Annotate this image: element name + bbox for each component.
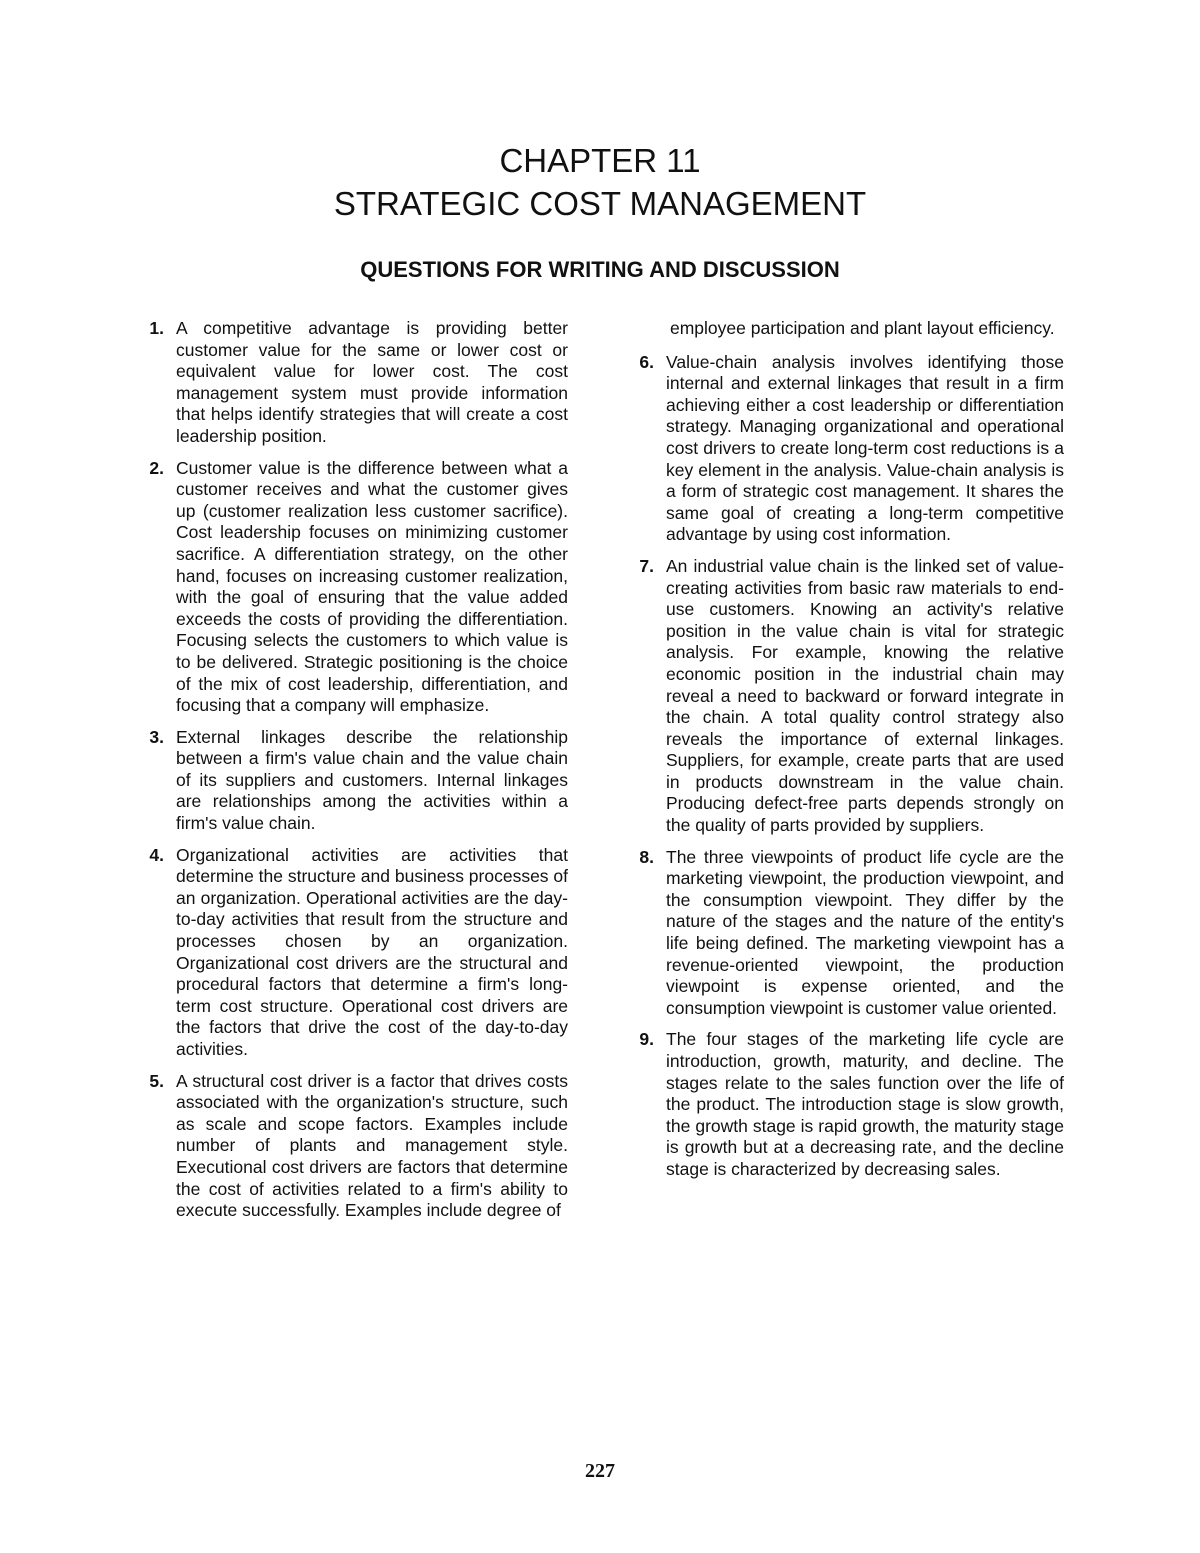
question-answer-2 xyxy=(138,458,568,717)
item-number: 8. xyxy=(639,846,654,867)
question-answer-5 xyxy=(138,1071,568,1222)
question-answer-1 xyxy=(138,318,568,448)
item-text: A competitive advantage is providing better customer value for the same or lower cost or equivalent value for lower cost. The cost management system must provide information that helps identify strategies that will create a cost leadership position. xyxy=(176,318,568,446)
item-number: 9. xyxy=(639,1029,654,1050)
left-column xyxy=(138,318,568,1232)
item-text: External linkages describe the relationship between a firm's value chain and the value chain of its suppliers and customers. Internal linkages are relationships among the activities within a firm's value chain. xyxy=(176,726,568,834)
section-heading: QUESTIONS FOR WRITING AND DISCUSSION xyxy=(360,257,840,282)
item-text: An industrial value chain is the linked set of value-creating activities from basic raw materials to end-use customers. Knowing an activity's relative position in the value chain is vital for strategic analysis. For example, knowing the relative economic position in the industrial chain may reveal a need to backward or forward integrate in the chain. A total quality control strategy also reveals the importance of external linkages. Suppliers, for example, create parts that are used in products downstream in the value chain. Producing defect-free parts depends strongly on the quality of parts provided by suppliers. xyxy=(666,555,1064,836)
item-number: 5. xyxy=(149,1070,164,1091)
item-text: Organizational activities are activities that determine the structure and business processes of an organization. Operational activities are the day-to-day activities that result from the structure and processes chosen by an organization. Organizational cost drivers are the structural and procedural factors that determine a firm's long-term cost structure. Operational cost drivers are the factors that drive the cost of the day-to-day activities. xyxy=(176,844,569,1059)
item-text: The three viewpoints of product life cycle are the marketing viewpoint, the production viewpoint, and the consumption viewpoint. They differ by the nature of the stages and the nature of the entity's life being defined. The marketing viewpoint has a revenue-oriented viewpoint, the production viewpoint is expense oriented, and the consumption viewpoint is customer value oriented. xyxy=(666,846,1064,1018)
question-answer-4 xyxy=(138,845,568,1061)
chapter-title: STRATEGIC COST MANAGEMENT xyxy=(333,185,867,222)
item-number: 7. xyxy=(639,555,654,576)
item-number: 2. xyxy=(149,457,164,478)
item-text: The four stages of the marketing life cycle are introduction, growth, maturity, and decline. The stages relate to the sales function over the life of the product. The introduction stage is slow growth, the growth stage is rapid growth, the maturity stage is growth but at a decreasing rate, and the decline stage is characterized by decreasing sales. xyxy=(666,1029,1064,1179)
question-answer-3 xyxy=(138,727,568,835)
page-number: 227 xyxy=(585,1460,615,1482)
continuation-text: employee participation and plant layout efficiency. xyxy=(670,318,1055,338)
chapter-number: CHAPTER 11 xyxy=(499,142,701,179)
item-number: 3. xyxy=(149,726,164,747)
item-number: 4. xyxy=(149,844,164,865)
question-answer-7 xyxy=(628,556,1064,837)
item-number: 1. xyxy=(149,318,164,338)
question-answer-9 xyxy=(628,1029,1064,1180)
item-text: Customer value is the difference between what a customer receives and what the customer gives up (customer realization less customer sacrifice). Cost leadership focuses on minimizing customer sacrifice. A differentiation strategy, on the other hand, focuses on increasing customer realization, with the goal of ensuring that the value added exceeds the costs of providing the differentiation. Focusing selects the customers to which value is to be delivered. Strategic positioning is the choice of the mix of cost leadership, differentiation, and focusing that a company will emphasize. xyxy=(176,457,568,716)
question-answer-6 xyxy=(628,352,1064,546)
item-text: Value-chain analysis involves identifying those internal and external linkages that result in a firm achieving either a cost leadership or differentiation strategy. Managing organizational and operational cost drivers to create long-term cost reductions is a key element in the analysis. Value-chain analysis is a form of strategic cost management. It shares the same goal of creating a long-term competitive advantage by using cost information. xyxy=(666,351,1064,545)
right-column xyxy=(628,318,1064,1191)
item-number: 6. xyxy=(639,351,654,372)
item-text: A structural cost driver is a factor that drives costs associated with the organization's structure, such as scale and scope factors. Examples include number of plants and management style. Executional cost drivers are factors that determine the cost of activities related to a firm's ability to execute successfully. Examples include degree of xyxy=(176,1070,568,1221)
question-answer-8 xyxy=(628,847,1064,1020)
